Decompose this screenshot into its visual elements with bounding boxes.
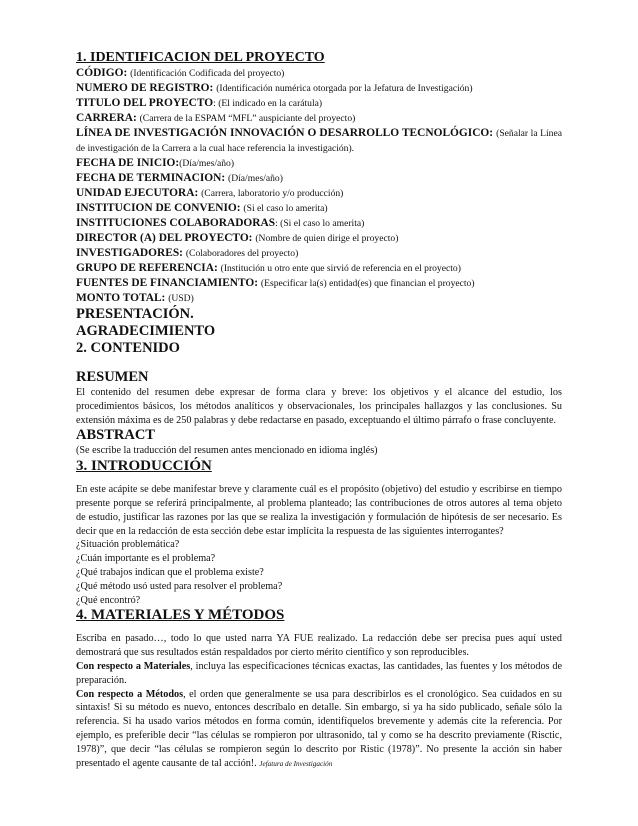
heading-contenido: 2. CONTENIDO	[76, 340, 180, 356]
field-label: INSTITUCION DE CONVENIO:	[76, 202, 241, 214]
question-item: ¿Cuán importante es el problema?	[76, 553, 216, 565]
field-desc: : (El indicado en la carátula)	[213, 98, 323, 109]
field-investigadores	[76, 246, 562, 261]
field-desc: (Institución u otro ente que sirvió de referencia en el proyecto)	[220, 263, 461, 274]
field-codigo	[76, 66, 562, 81]
bold-lead: Con respecto a Métodos	[76, 688, 184, 700]
question-item: ¿Qué método usó usted para resolver el problema?	[76, 580, 283, 592]
question-item: ¿Qué trabajos indican que el problema existe?	[76, 566, 264, 578]
field-label: NUMERO DE REGISTRO:	[76, 82, 214, 94]
introduccion-text: En este acápite se debe manifestar breve y claramente cuál es el propósito (objetivo) del estudio y escribirse en tiempo presente porque se referirá principalmente, al problema planteado; las contribuciones de otros autores al tema objeto de estudio, justificar las razones por las que se realiza la investigación y formulación de hipótesis de ser necesario. Es decir que en la redacción de esta sección debe estar implícita la respuesta de las siguientes interrogantes?	[76, 484, 562, 537]
paragraph-text: , incluya las especificaciones técnicas exactas, las cantidades, las fuentes y los métodos de preparación.	[76, 660, 562, 686]
materiales-paragraph-2	[76, 660, 562, 688]
field-desc: (Nombre de quien dirige el proyecto)	[255, 233, 399, 244]
heading-abstract: ABSTRACT	[76, 427, 155, 444]
field-desc: (Carrera de la ESPAM “MFL” auspiciante del proyecto)	[139, 113, 356, 124]
field-desc: (Si el caso lo amerita)	[243, 203, 328, 214]
materiales-paragraph-1: Escriba en pasado…, todo lo que usted narra YA FUE realizado. La redacción debe ser precisa pues aquí usted demostrará que sus resultados están respaldados por cierto mérito científico y son reproducibles.	[76, 633, 562, 659]
heading-resumen: RESUMEN	[76, 369, 149, 385]
field-label: CARRERA:	[76, 112, 137, 124]
field-numero-registro	[76, 81, 562, 96]
heading-introduccion: 3. INTRODUCCIÓN	[76, 458, 212, 475]
document-page	[76, 50, 562, 771]
field-desc: (Día/mes/año)	[228, 173, 283, 184]
field-carrera	[76, 111, 562, 126]
section-title-identificacion: 1. IDENTIFICACION DEL PROYECTO	[76, 50, 325, 65]
paragraph-text: , el orden que generalmente se usa para describirlos es el cronológico. Sea cuidados en su sintaxis! Si su método es nuevo, entonces descríbalo en detalle. Sin embargo, si ya ha sido publicado, señale sólo la referencia. Si ha usado varios métodos en forma común, identifíquelos brevemente y además cite la referencia. Por ejemplo, es preferible decir “las células se rompieron por ultrasonido, tal y como se ha descrito previamente (Risctic, 1978)”, que decir “las células se rompieron según lo descrito por Ristic (1978)”. No presente la acción sin haber presentado el agente causante de tal acción!.	[76, 688, 562, 769]
bold-lead: Con respecto a Materiales	[76, 660, 191, 672]
resumen-text: El contenido del resumen debe expresar de forma clara y breve: los objetivos y el alcance del estudio, los procedimientos básicos, los métodos analíticos y observacionales, los principales hallazgos y las conclusiones. Su extensión máxima es de 250 palabras y debe redactarse en pasado, exceptuando el último párrafo o frase concluyente.	[76, 387, 562, 426]
field-desc: (USD)	[168, 293, 194, 304]
field-label: INVESTIGADORES:	[76, 247, 183, 259]
field-monto-total	[76, 291, 562, 306]
field-grupo-referencia	[76, 261, 562, 276]
field-label: FECHA DE TERMINACION:	[76, 172, 226, 184]
field-label: GRUPO DE REFERENCIA:	[76, 262, 218, 274]
heading-agradecimiento: AGRADECIMIENTO	[76, 323, 216, 339]
field-desc: : (Si el caso lo amerita)	[275, 218, 365, 229]
field-label: UNIDAD EJECUTORA:	[76, 187, 199, 199]
field-director	[76, 231, 562, 246]
field-instituciones-colaboradoras	[76, 216, 562, 231]
identification-fields	[76, 66, 562, 306]
field-desc: (Identificación Codificada del proyecto)	[130, 68, 285, 79]
abstract-text: (Se escribe la traducción del resumen antes mencionado en idioma inglés)	[76, 445, 378, 457]
field-desc: (Colaboradores del proyecto)	[185, 248, 299, 259]
field-label: INSTITUCIONES COLABORADORAS	[76, 217, 276, 229]
field-desc: (Especificar la(s) entidad(es) que financian el proyecto)	[260, 278, 475, 289]
field-fuentes-financiamiento	[76, 276, 562, 291]
field-titulo	[76, 96, 562, 111]
field-unidad-ejecutora	[76, 186, 562, 201]
field-desc: (Día/mes/año)	[179, 158, 235, 169]
field-fecha-terminacion	[76, 171, 562, 186]
field-desc: (Identificación numérica otorgada por la Jefatura de Investigación)	[216, 83, 473, 94]
question-item: ¿Qué encontró?	[76, 594, 141, 606]
field-label: LÍNEA DE INVESTIGACIÓN INNOVACIÓN O DESARROLLO TECNOLÓGICO:	[76, 127, 494, 139]
field-institucion-convenio	[76, 201, 562, 216]
field-label: MONTO TOTAL:	[76, 292, 166, 304]
field-label: TITULO DEL PROYECTO	[76, 97, 214, 109]
heading-materiales-metodos: 4. MATERIALES Y MÉTODOS	[76, 607, 285, 624]
metodos-paragraph	[76, 688, 562, 772]
field-desc: (Carrera, laboratorio y/o producción)	[201, 188, 344, 199]
question-item: ¿Situación problemática?	[76, 539, 180, 551]
field-label: FUENTES DE FINANCIAMIENTO:	[76, 277, 259, 289]
field-linea-investigacion	[76, 126, 562, 156]
field-label: FECHA DE INICIO:	[76, 157, 180, 169]
field-label: CÓDIGO:	[76, 67, 128, 79]
field-desc: (Señalar la Línea de investigación de la Carrera a la cual hace referencia la investigación).	[76, 128, 562, 154]
field-label: DIRECTOR (A) DEL PROYECTO:	[76, 232, 253, 244]
field-fecha-inicio	[76, 156, 562, 171]
footer-note: Jefatura de Investigación	[259, 759, 333, 768]
heading-presentacion: PRESENTACIÓN.	[76, 306, 194, 322]
